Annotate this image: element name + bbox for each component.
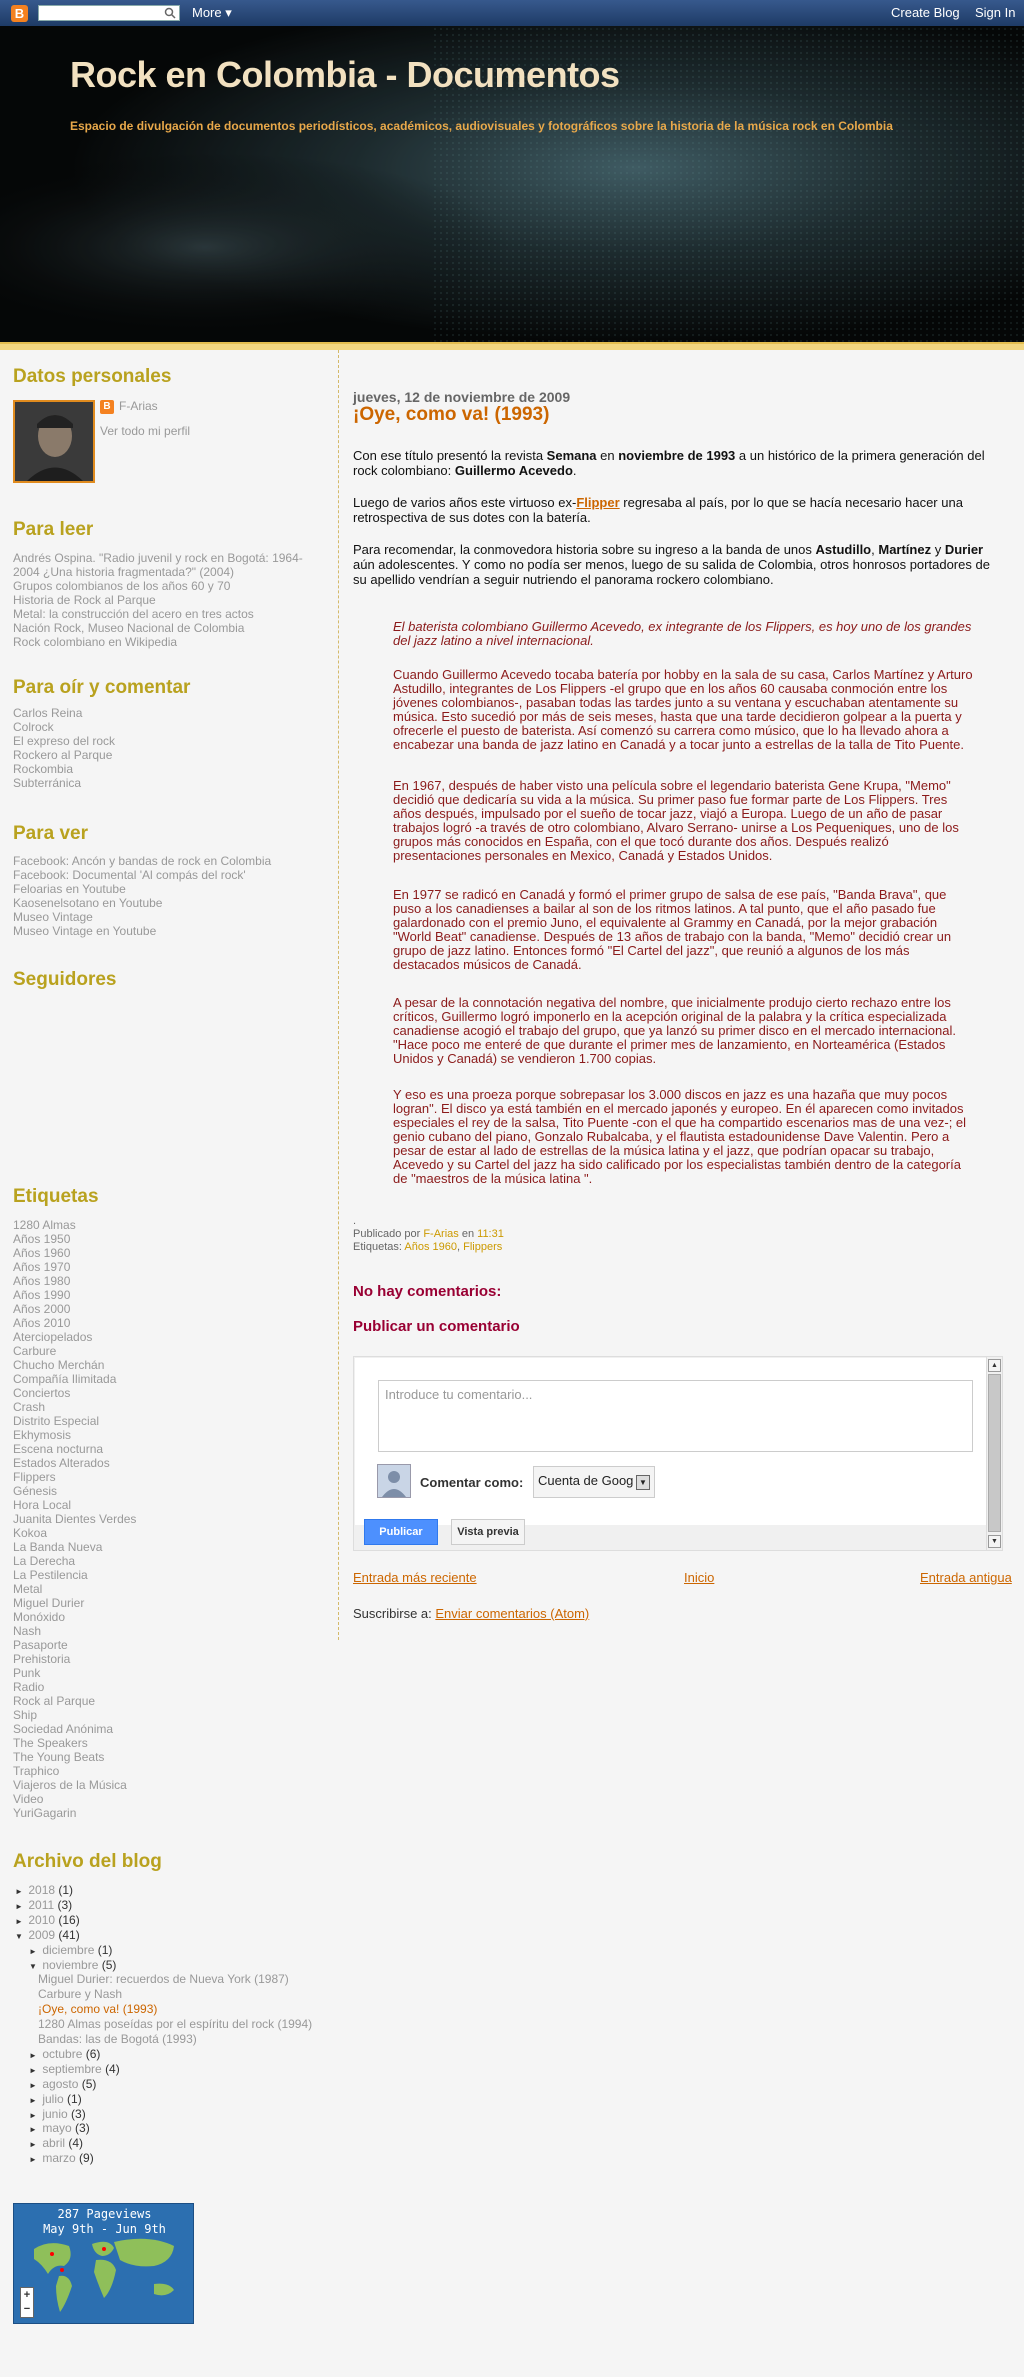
at-label: en	[458, 1228, 478, 1240]
archive-count: (4)	[105, 2062, 120, 2076]
archive-label[interactable]: julio	[42, 2092, 64, 2106]
published-by-label: Publicado por	[353, 1228, 424, 1240]
archive-label[interactable]: junio	[42, 2107, 68, 2121]
dropdown-arrow-icon[interactable]: ▼	[636, 1475, 650, 1490]
archive-month[interactable]	[29, 1958, 116, 1972]
profile-photo[interactable]	[13, 400, 95, 483]
label-link-item[interactable]: YuriGagarin	[13, 1806, 77, 1820]
label-link-item[interactable]: Punk	[13, 1666, 41, 1680]
label-link-flippers[interactable]: Flippers	[463, 1241, 503, 1253]
label-link-item[interactable]: Kokoa	[13, 1526, 48, 1540]
read-link-item[interactable]: Rock colombiano en Wikipedia	[13, 635, 178, 649]
archive-label[interactable]: abril	[42, 2136, 66, 2150]
archive-year[interactable]	[15, 1898, 72, 1912]
label-link-item[interactable]: Distrito Especial	[13, 1414, 100, 1428]
more-menu[interactable]: More ▾	[192, 5, 232, 20]
no-comments-heading: No hay comentarios:	[353, 1283, 502, 1300]
archive-post[interactable]	[38, 2002, 157, 2016]
archive-toggle-icon[interactable]: ►	[29, 2140, 37, 2149]
text: Con ese título presentó la revista	[353, 448, 547, 463]
watch-heading: Para ver	[13, 823, 89, 844]
archive-label[interactable]: Miguel Durier: recuerdos de Nueva York (1987)	[38, 1972, 289, 1986]
archive-count: (3)	[71, 2107, 86, 2121]
magazine-name: Semana	[546, 448, 597, 463]
text: Luego de varios años este virtuoso ex-	[353, 495, 577, 510]
archive-count: (5)	[81, 2077, 97, 2091]
preview-button[interactable]: Vista previa	[451, 1519, 525, 1545]
text: Para recomendar, la conmovedora historia sobre su ingreso a la banda de unos	[353, 542, 816, 557]
label-link-item[interactable]: Ekhymosis	[13, 1428, 72, 1442]
search-icon[interactable]	[164, 7, 176, 19]
label-link-item[interactable]: Sociedad Anónima	[13, 1722, 114, 1736]
label-link-item[interactable]: Juanita Dientes Verdes	[13, 1512, 137, 1526]
label-link-item[interactable]: Nash	[13, 1624, 42, 1638]
label-link-item[interactable]: Años 2000	[13, 1302, 71, 1316]
comment-identity-value: Cuenta de Goog	[538, 1473, 634, 1488]
scroll-thumb[interactable]	[988, 1374, 1001, 1532]
blog-header	[0, 26, 1024, 342]
subscribe-line	[353, 1606, 993, 1621]
comment-scrollbar[interactable]	[986, 1357, 1002, 1550]
archive-post[interactable]	[38, 1972, 289, 1986]
comment-form-body	[355, 1358, 987, 1525]
post-paragraph-3	[353, 542, 993, 587]
archive-year[interactable]	[15, 1913, 80, 1927]
label-link-anos-1960[interactable]: Años 1960	[404, 1241, 457, 1253]
quote-paragraph-2: En 1967, después de haber visto una película sobre el legendario baterista Gene Krupa, "Memo" decidió que dedicaría su vida a la música. Su primer paso fue formar parte de Los Flippers. Tres años después, impulsado por el sueño de tocar jazz, viajó a Europa. Luego de un año de pasar trabajos logró -a través de otro colombiano, Alvaro Serrano- unirse a Los Pequeniques, uno de los grupos más conocidos en España, con el que tocó durante dos años. Después realizó presentaciones personales en Mexico, Canadá y Estados Unidos.	[393, 778, 959, 863]
archive-toggle-icon[interactable]: ►	[29, 2096, 37, 2105]
post-comment-heading: Publicar un comentario	[353, 1318, 520, 1335]
zoom-out-button[interactable]: −	[23, 2303, 31, 2315]
post-time-link[interactable]: 11:31	[477, 1228, 504, 1240]
archive-toggle-icon[interactable]: ►	[29, 2155, 37, 2164]
archive-count: (1)	[58, 1883, 74, 1897]
musician-name: Guillermo Acevedo	[454, 463, 573, 478]
archive-month[interactable]	[29, 2121, 90, 2135]
label-link-item[interactable]: Génesis	[13, 1484, 58, 1498]
blog-title[interactable]: Rock en Colombia - Documentos	[70, 54, 620, 95]
post-date: jueves, 12 de noviembre de 2009	[353, 389, 571, 405]
subscribe-atom-link[interactable]: Enviar comentarios (Atom)	[435, 1606, 590, 1621]
read-link-item[interactable]: 2004 ¿Una historia fragmentada?" (2004)	[13, 565, 235, 579]
archive-post[interactable]	[38, 2017, 312, 2031]
name-astudillo: Astudillo	[815, 542, 872, 557]
labels-heading: Etiquetas	[13, 1186, 99, 1207]
post-footer-author	[353, 1228, 504, 1240]
archive-count: (3)	[57, 1898, 73, 1912]
archive-label[interactable]: agosto	[42, 2077, 79, 2091]
archive-post[interactable]	[38, 1987, 122, 2001]
watch-link-item[interactable]: Museo Vintage	[13, 910, 93, 924]
scroll-down-icon[interactable]: ▼	[988, 1535, 1001, 1548]
blogger-navbar	[0, 0, 1024, 26]
archive-toggle-icon[interactable]: ►	[29, 2081, 37, 2090]
comment-as-label: Comentar como:	[420, 1475, 524, 1490]
quote-paragraph-1: Cuando Guillermo Acevedo tocaba batería por hobby en la sala de su casa, Carlos Martínez y Arturo Astudillo, integrantes de Los Flippers -el grupo que en los años 60 causaba conmoción entre los jóvenes colombianos-, pasaban todas las tardes junto a su ventana y escuchaban atentamente su música. Esto sucedió por más de seis meses, hasta que una tarde decidieron golpear a la puerta y ofrecerle el puesto de baterista. Así comenzó su carrera como músico, que lo ha llevado ahora a encabezar una banda de jazz latino en Canadá y a tocar junto a estrellas de la talla de Tito Puente.	[393, 667, 973, 752]
archive-month[interactable]	[29, 2107, 86, 2121]
sidebar-divider	[338, 350, 339, 1640]
text: ,	[871, 542, 879, 557]
read-link-item[interactable]: Metal: la construcción del acero en tres actos	[13, 607, 254, 621]
text: a un histórico de la primera generación del rock colombiano:	[353, 448, 985, 478]
archive-heading: Archivo del blog	[13, 1851, 162, 1872]
label-link-item[interactable]: Años 1980	[13, 1274, 71, 1288]
archive-label[interactable]: 2011	[28, 1898, 55, 1912]
home-link[interactable]: Inicio	[684, 1570, 715, 1585]
listen-link-item[interactable]: Colrock	[13, 720, 54, 734]
archive-toggle-icon[interactable]: ▼	[15, 1932, 23, 1941]
label-link-item[interactable]: Hora Local	[13, 1498, 72, 1512]
label-link-item[interactable]: Rock al Parque	[13, 1694, 96, 1708]
read-link-item[interactable]: Andrés Ospina. "Radio juvenil y rock en Bogotá: 1964-	[13, 551, 303, 565]
pageviews-map-widget[interactable]	[13, 2203, 194, 2324]
pageviews-range: May 9th - Jun 9th	[43, 2222, 166, 2236]
quote-paragraph-3: En 1977 se radicó en Canadá y formó el primer grupo de salsa de ese país, "Banda Brava", que puso a los canadienses a bailar al son de los ritmos latinos. A tal punto, que el año pasado fue galardonado con el premio Juno, el equivalente al Grammy en Canadá, por la mejor grabación "World Beat" canadiense. Después de 13 años de trabajo con la banda, "Memo" decidió crear un grupo de jazz latino. Entonces formó "El Cartel del jazz", que reunió a algunos de los más destacados músicos de Canadá.	[393, 887, 952, 972]
label-link-item[interactable]: The Speakers	[13, 1736, 88, 1750]
label-link-item[interactable]: Años 1960	[13, 1246, 71, 1260]
archive-label[interactable]: Bandas: las de Bogotá (1993)	[38, 2032, 197, 2046]
watch-link-item[interactable]: Feloarias en Youtube	[13, 882, 126, 896]
archive-toggle-icon[interactable]: ►	[29, 2066, 37, 2075]
post-paragraph-2	[353, 495, 993, 525]
archive-count: (1)	[67, 2092, 82, 2106]
label-link-item[interactable]: Radio	[13, 1680, 45, 1694]
label-link-item[interactable]: Años 1970	[13, 1260, 71, 1274]
label-link-item[interactable]: The Young Beats	[13, 1750, 105, 1764]
archive-post[interactable]	[38, 2032, 197, 2046]
older-post-link[interactable]: Entrada antigua	[920, 1570, 1012, 1585]
label-link-item[interactable]: Traphico	[13, 1764, 60, 1778]
label-link-item[interactable]: Pasaporte	[13, 1638, 68, 1652]
label-separator: ,	[456, 1241, 464, 1253]
archive-toggle-icon[interactable]: ►	[15, 1917, 23, 1926]
read-heading: Para leer	[13, 519, 94, 540]
archive-count: (5)	[101, 1958, 117, 1972]
label-link-item[interactable]: La Derecha	[13, 1554, 76, 1568]
label-link-item[interactable]: Miguel Durier	[13, 1596, 85, 1610]
name-durier: Durier	[944, 542, 984, 557]
label-link-item[interactable]: La Pestilencia	[13, 1568, 88, 1582]
listen-link-item[interactable]: Rockombia	[13, 762, 74, 776]
label-link-item[interactable]: Crash	[13, 1400, 46, 1414]
archive-count: (41)	[58, 1928, 80, 1942]
archive-toggle-icon[interactable]: ►	[29, 2125, 37, 2134]
listen-link-item[interactable]: Subterránica	[13, 776, 82, 790]
archive-label[interactable]: marzo	[42, 2151, 76, 2165]
label-link-item[interactable]: Prehistoria	[13, 1652, 71, 1666]
label-link-item[interactable]: Viajeros de la Música	[13, 1778, 127, 1792]
label-link-item[interactable]: Estados Alterados	[13, 1456, 110, 1470]
text: aún adolescentes. Y como no podía ser menos, luego de su salida de Colombia, otros honrosos portadores de su apellido vendrían a seguir nutriendo el panorama rockero colombiano.	[353, 557, 990, 587]
quote-paragraph-5: Y eso es una proeza porque sobrepasar los 3.000 discos en jazz es una hazaña que muy pocos logran". El disco ya está también en el mercado japonés y europeo. En él aparecen como invitados especiales el rey de la salsa, Tito Puente -con el que ha compartido escenarios mas de una vez-; el genio cubano del piano, Gonzalo Rubalcaba, y el flautista estadounidense Dave Valentin. Pero a pesar de estar al lado de estrellas de la música latina y el jazz, que podrían opacar su trabajo, Acevedo y su Cartel del jazz ha sido calificado por los especialistas también dentro de la categoría de "maestros de la música latina ".	[393, 1087, 967, 1186]
label-link-item[interactable]: Flippers	[13, 1470, 56, 1484]
watch-link-item[interactable]: Museo Vintage en Youtube	[13, 924, 157, 938]
label-link-item[interactable]: Escena nocturna	[13, 1442, 104, 1456]
text: regresaba al país, por lo que se hacía necesario hacer una retrospectiva de sus dotes con la batería.	[353, 495, 963, 525]
sign-in-link[interactable]: Sign In	[975, 5, 1016, 20]
archive-label[interactable]: ¡Oye, como va! (1993)	[38, 2002, 158, 2016]
text: y	[931, 542, 945, 557]
listen-link-item[interactable]: Carlos Reina	[13, 706, 83, 720]
scroll-up-icon[interactable]: ▲	[988, 1359, 1001, 1372]
archive-month[interactable]	[29, 2047, 100, 2061]
label-link-item[interactable]: Aterciopelados	[13, 1330, 93, 1344]
archive-count: (9)	[79, 2151, 94, 2165]
label-link-item[interactable]: La Banda Nueva	[13, 1540, 103, 1554]
flipper-link[interactable]: Flipper	[576, 495, 620, 510]
label-link-item[interactable]: Años 1990	[13, 1288, 71, 1302]
post-footer-labels	[353, 1241, 502, 1253]
archive-month[interactable]	[29, 2092, 82, 2106]
profile-name-link[interactable]: F-Arias	[119, 399, 158, 413]
date-emphasis: noviembre de 1993	[618, 448, 736, 463]
post-title[interactable]: ¡Oye, como va! (1993)	[353, 404, 550, 425]
label-link-item[interactable]: Ship	[13, 1708, 38, 1722]
archive-toggle-icon[interactable]: ►	[29, 2051, 37, 2060]
archive-year[interactable]	[15, 1928, 80, 1942]
blogger-logo-icon[interactable]: B	[11, 5, 28, 22]
watch-link-item[interactable]: Facebook: Documental 'Al compás del rock'	[13, 868, 246, 882]
archive-label[interactable]: septiembre	[42, 2062, 102, 2076]
archive-year[interactable]	[15, 1883, 73, 1897]
label-link-item[interactable]: Compañía Ilimitada	[13, 1372, 117, 1386]
watch-link-item[interactable]: Kaosenelsotano en Youtube	[13, 896, 163, 910]
pageviews-count: 287 Pageviews	[57, 2207, 152, 2221]
archive-label[interactable]: noviembre	[42, 1958, 99, 1972]
quote-lead	[393, 620, 973, 648]
archive-month[interactable]	[29, 2151, 94, 2165]
archive-label[interactable]: Carbure y Nash	[38, 1987, 123, 2001]
pageviews-title	[14, 2207, 194, 2237]
blogger-profile-icon: B	[100, 400, 114, 414]
quote-paragraph-4: A pesar de la connotación negativa del nombre, que inicialmente produjo cierto rechazo entre los críticos, Guillermo logró imponerlo en la acepción original de la palabra y la crítica especializada canadiense acogió el trabajo del grupo, que ya lanzó su primer disco en el mercado internacional. "Hace poco me enteré de que durante el primer mes de lanzamiento, en Norteamérica (Estados Unidos y Canadá) se vendieron 1.700 copias.	[393, 995, 956, 1066]
comment-placeholder: Introduce tu comentario...	[385, 1387, 533, 1402]
archive-toggle-icon[interactable]: ►	[29, 1947, 37, 1956]
archive-count: (16)	[58, 1913, 80, 1927]
comment-textarea[interactable]	[378, 1380, 973, 1452]
label-link-item[interactable]: Años 1950	[13, 1232, 71, 1246]
label-link-item[interactable]: Años 2010	[13, 1316, 71, 1330]
user-avatar-icon	[377, 1464, 411, 1498]
read-link-item[interactable]: Grupos colombianos de los años 60 y 70	[13, 579, 231, 593]
comment-form	[353, 1356, 1003, 1551]
quote-lead-text: El baterista colombiano Guillermo Acevedo, ex integrante de los Flippers, es hoy uno de los grandes del jazz latino a nivel internacional.	[393, 619, 972, 648]
profile-photo-image	[15, 402, 93, 481]
label-link-item[interactable]: Chucho Merchán	[13, 1358, 105, 1372]
newer-post-link[interactable]: Entrada más reciente	[353, 1570, 477, 1585]
archive-count: (3)	[75, 2121, 90, 2135]
label-link-item[interactable]: Conciertos	[13, 1386, 71, 1400]
archive-month[interactable]	[29, 2077, 96, 2091]
labels-prefix: Etiquetas:	[353, 1241, 405, 1253]
archive-count: (1)	[97, 1943, 113, 1957]
archive-count: (6)	[85, 2047, 101, 2061]
label-link-item[interactable]: Metal	[13, 1582, 43, 1596]
archive-month[interactable]	[29, 2062, 120, 2076]
comment-identity-select[interactable]	[533, 1466, 655, 1498]
header-divider	[0, 342, 1024, 350]
watch-link-item[interactable]: Facebook: Ancón y bandas de rock en Colombia	[13, 854, 272, 868]
profile-heading: Datos personales	[13, 366, 172, 387]
archive-toggle-icon[interactable]: ►	[15, 1887, 23, 1896]
archive-month[interactable]	[29, 1943, 112, 1957]
author-link[interactable]: F-Arias	[423, 1228, 459, 1240]
listen-link-item[interactable]: Rockero al Parque	[13, 748, 113, 762]
archive-toggle-icon[interactable]: ►	[15, 1902, 23, 1911]
label-link-item[interactable]: Monóxido	[13, 1610, 66, 1624]
create-blog-link[interactable]: Create Blog	[891, 5, 960, 20]
followers-heading: Seguidores	[13, 969, 117, 990]
archive-label[interactable]: 2009	[28, 1928, 56, 1942]
subscribe-prefix: Suscribirse a:	[353, 1606, 436, 1621]
archive-label[interactable]: diciembre	[42, 1943, 95, 1957]
name-martinez: Martínez	[878, 542, 932, 557]
archive-label[interactable]: 2018	[28, 1883, 56, 1897]
zoom-in-button[interactable]: +	[23, 2289, 31, 2301]
blog-description: Espacio de divulgación de documentos periodísticos, académicos, audiovisuales y fotográficos sobre la historia de la música rock en Colombia	[70, 119, 893, 133]
archive-label[interactable]: octubre	[42, 2047, 83, 2061]
publish-button[interactable]: Publicar	[364, 1519, 438, 1545]
listen-heading: Para oír y comentar	[13, 677, 191, 698]
read-link-item[interactable]: Historia de Rock al Parque	[13, 593, 156, 607]
text: en	[596, 448, 619, 463]
post-paragraph-1	[353, 448, 993, 478]
post-end-dot: .	[353, 1215, 357, 1227]
navbar-search-input[interactable]	[38, 5, 180, 21]
label-link-item[interactable]: Video	[13, 1792, 44, 1806]
archive-toggle-icon[interactable]: ►	[29, 2111, 37, 2120]
listen-link-item[interactable]: El expreso del rock	[13, 734, 116, 748]
label-link-item[interactable]: Carbure	[13, 1344, 57, 1358]
view-profile-link[interactable]: Ver todo mi perfil	[100, 424, 191, 438]
archive-label[interactable]: 1280 Almas poseídas por el espíritu del rock (1994)	[38, 2017, 313, 2031]
text: .	[572, 463, 577, 478]
archive-count: (4)	[68, 2136, 84, 2150]
label-link-item[interactable]: 1280 Almas	[13, 1218, 76, 1232]
archive-month[interactable]	[29, 2136, 83, 2150]
archive-label[interactable]: 2010	[28, 1913, 56, 1927]
archive-label[interactable]: mayo	[42, 2121, 72, 2135]
map-zoom-control[interactable]	[20, 2287, 34, 2318]
read-link-item[interactable]: Nación Rock, Museo Nacional de Colombia	[13, 621, 245, 635]
archive-toggle-icon[interactable]: ▼	[29, 1962, 37, 1971]
